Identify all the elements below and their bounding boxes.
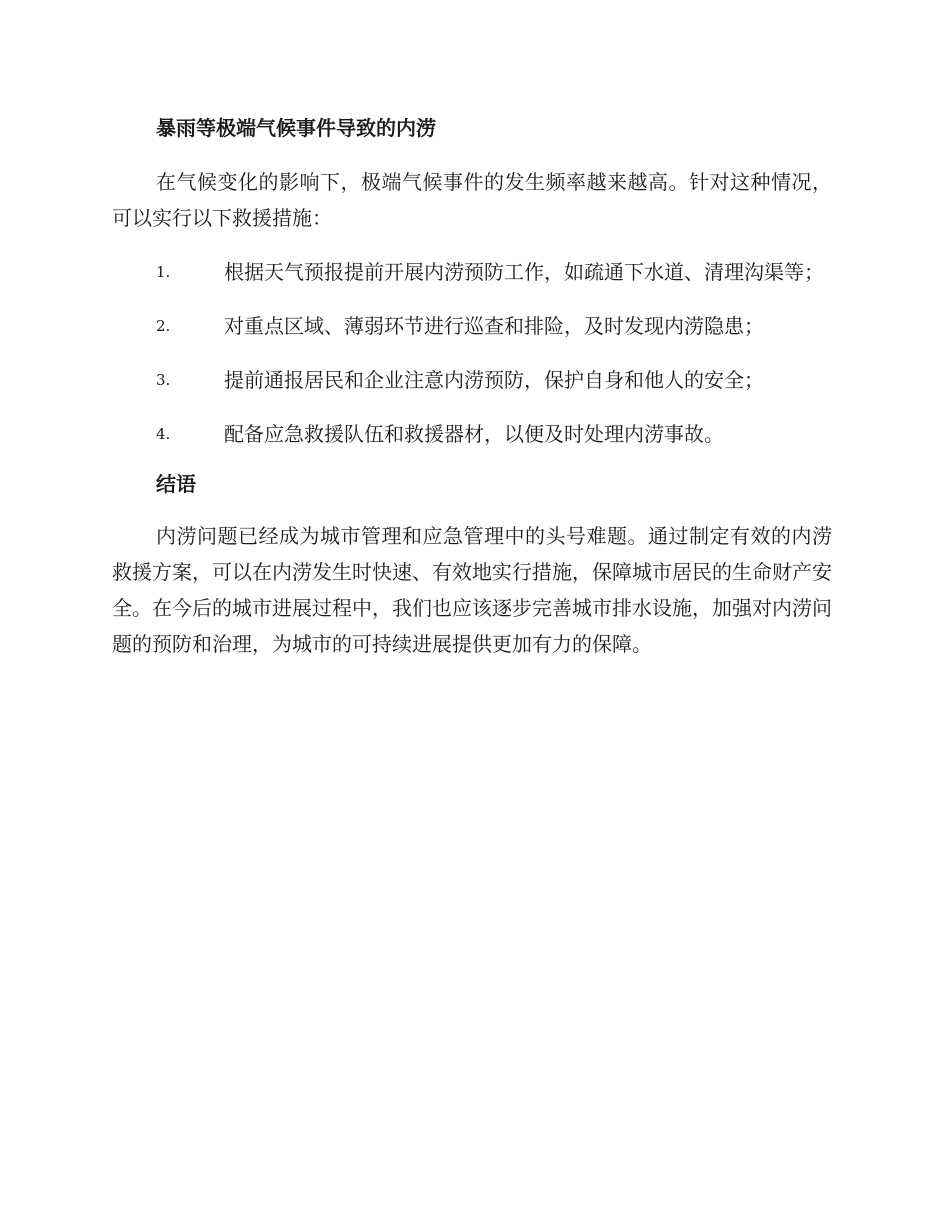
list-number: 2. bbox=[156, 317, 171, 335]
intro-paragraph: 在气候变化的影响下，极端气候事件的发生频率越来越高。针对这种情况，可以实行以下救援措施： bbox=[112, 170, 832, 230]
list-item bbox=[112, 416, 832, 452]
list-item-text: 提前通报居民和企业注意内涝预防，保护自身和他人的安全； bbox=[224, 368, 764, 392]
conclusion-paragraph: 内涝问题已经成为城市管理和应急管理中的头号难题。通过制定有效的内涝救援方案，可以在内涝发生时快速、有效地实行措施，保障城市居民的生命财产安全。在今后的城市进展过程中，我们也应该逐步完善城市排水设施，加强对内涝问题的预防和治理，为城市的可持续进展提供更加有力的保障。 bbox=[112, 524, 832, 656]
list-item bbox=[112, 254, 832, 290]
document-content bbox=[112, 112, 832, 662]
list-item-text: 配备应急救援队伍和救援器材，以便及时处理内涝事故。 bbox=[224, 422, 724, 446]
list-number: 4. bbox=[156, 425, 171, 443]
list-item bbox=[112, 308, 832, 344]
list-item-text: 对重点区域、薄弱环节进行巡查和排险，及时发现内涝隐患； bbox=[224, 314, 764, 338]
list-number: 3. bbox=[156, 371, 171, 389]
section-heading-conclusion: 结语 bbox=[156, 472, 196, 496]
list-number: 1. bbox=[156, 263, 171, 281]
list-item-text: 根据天气预报提前开展内涝预防工作，如疏通下水道、清理沟渠等； bbox=[224, 260, 824, 284]
list-item bbox=[112, 362, 832, 398]
section-heading-extreme-weather: 暴雨等极端气候事件导致的内涝 bbox=[156, 116, 436, 140]
